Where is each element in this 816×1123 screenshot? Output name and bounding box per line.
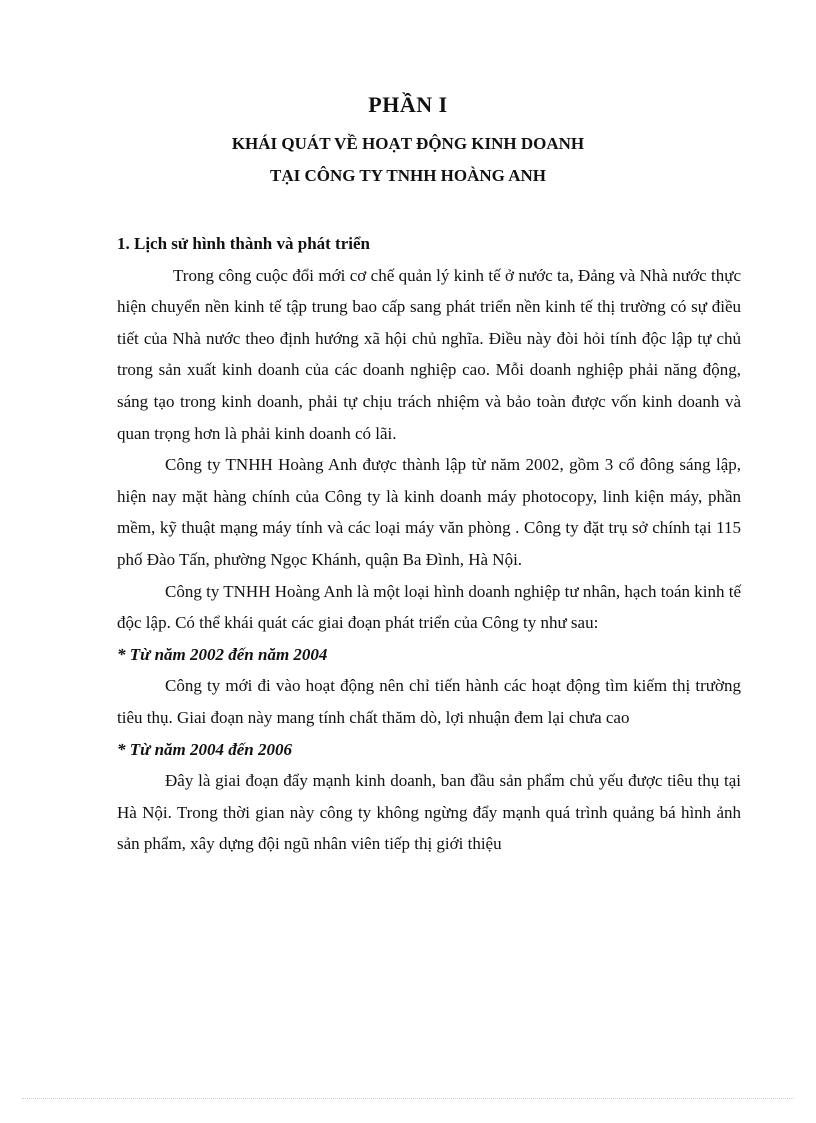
document-title-line1: KHÁI QUÁT VỀ HOẠT ĐỘNG KINH DOANH <box>231 134 585 153</box>
paragraph: Công ty mới đi vào hoạt động nên chỉ tiến hành các hoạt động tìm kiếm thị trường tiêu thụ. Giai đoạn này mang tính chất thăm dò, lợi nhuận đem lại chưa cao <box>117 676 741 727</box>
part-title: PHẦN I <box>368 92 448 117</box>
paragraph: Đây là giai đoạn đẩy mạnh kinh doanh, ban đầu sản phẩm chủ yếu được tiêu thụ tại Hà Nội. Trong thời gian này công ty không ngừng đẩy mạnh quá trình quảng bá hình ảnh sản phẩm, xây dựng đội ngũ nhân viên tiếp thị giới thiệu <box>117 771 741 854</box>
period-heading: * Từ năm 2004 đến 2006 <box>117 739 292 759</box>
document-title-line2: TẠI CÔNG TY TNHH HOÀNG ANH <box>270 166 546 185</box>
page-bottom-divider <box>22 1098 794 1099</box>
document-body <box>117 228 741 860</box>
period-heading: * Từ năm 2002 đến năm 2004 <box>117 644 328 664</box>
paragraph: Công ty TNHH Hoàng Anh được thành lập từ năm 2002, gồm 3 cổ đông sáng lập, hiện nay mặt hàng chính của Công ty là kinh doanh máy photocopy, linh kiện máy, phần mềm, kỹ thuật mạng máy tính và các loại máy văn phòng . Công ty đặt trụ sở chính tại 115 phố Đào Tấn, phường Ngọc Khánh, quận Ba Đình, Hà Nội. <box>117 455 741 569</box>
paragraph: Công ty TNHH Hoàng Anh là một loại hình doanh nghiệp tư nhân, hạch toán kinh tế độc lập. Có thể khái quát các giai đoạn phát triển của Công ty như sau: <box>117 581 741 633</box>
section-heading: 1. Lịch sử hình thành và phát triển <box>117 234 370 253</box>
paragraph: Trong công cuộc đổi mới cơ chế quản lý kinh tế ở nước ta, Đảng và Nhà nước thực hiện chuyển nền kinh tế tập trung bao cấp sang phát triển nền kinh tế thị trường có sự điều tiết của Nhà nước theo định hướng xã hội chủ nghĩa. Điều này đòi hỏi tính độc lập tự chủ trong sản xuất kinh doanh của các doanh nghiệp cao. Mỗi doanh nghiệp phải năng động, sáng tạo trong kinh doanh, phải tự chịu trách nhiệm và bảo toàn được vốn kinh doanh và quan trọng hơn là phải kinh doanh có lãi. <box>117 265 741 443</box>
